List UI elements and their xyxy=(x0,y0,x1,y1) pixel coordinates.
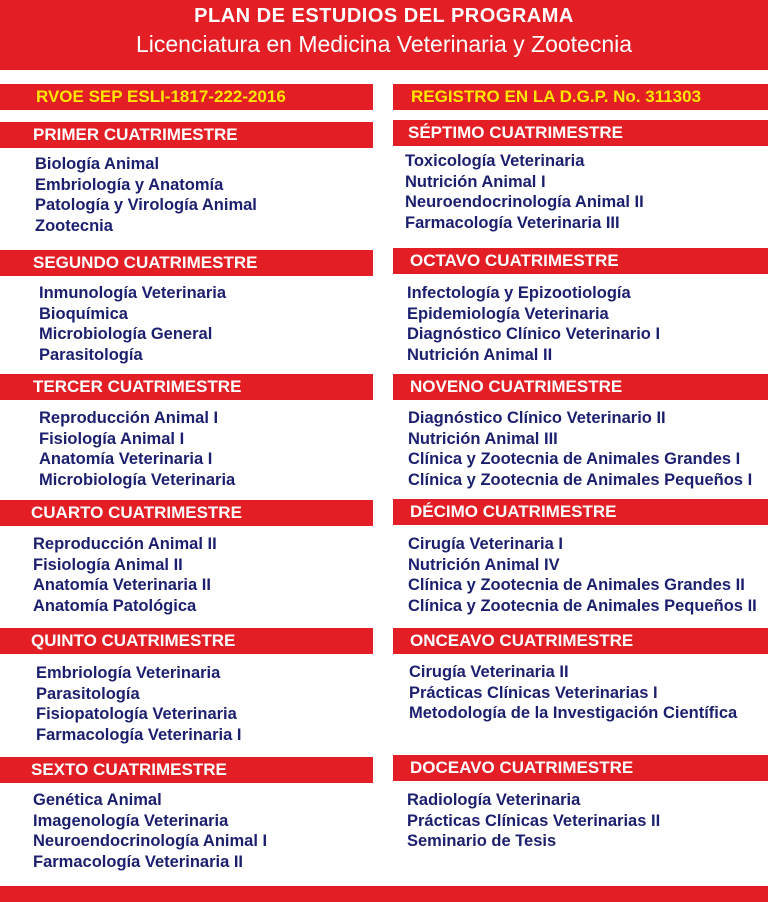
course-list-cuarto xyxy=(33,534,217,617)
page-subtitle: Licenciatura en Medicina Veterinaria y Zootecnia xyxy=(135,31,633,57)
course-item: Cirugía Veterinaria II xyxy=(409,663,569,681)
course-list-doceavo xyxy=(407,790,660,852)
section-header-primer: PRIMER CUATRIMESTRE xyxy=(0,122,373,148)
section-header-noveno: NOVENO CUATRIMESTRE xyxy=(393,374,768,400)
course-item: Nutrición Animal III xyxy=(408,429,558,448)
course-item: Anatomía Veterinaria I xyxy=(39,450,213,469)
course-item: Fisiología Animal I xyxy=(39,429,185,448)
section-header-quinto: QUINTO CUATRIMESTRE xyxy=(0,628,373,654)
course-list-noveno xyxy=(408,408,752,491)
course-item: Nutrición Animal II xyxy=(407,346,553,365)
course-item: Neuroendocrinología Animal II xyxy=(405,193,644,212)
course-item: Farmacología Veterinaria III xyxy=(405,214,620,233)
course-item: Parasitología xyxy=(36,684,140,703)
course-list-tercer xyxy=(39,408,235,491)
course-item: Epidemiología Veterinaria xyxy=(407,304,609,323)
course-item: Clínica y Zootecnia de Animales Pequeños II xyxy=(408,597,757,616)
course-item: Diagnóstico Clínico Veterinario I xyxy=(407,325,661,344)
course-item: Prácticas Clínicas Veterinarias I xyxy=(409,683,658,702)
course-item: Toxicología Veterinaria xyxy=(405,152,585,170)
page-title: PLAN DE ESTUDIOS DEL PROGRAMA xyxy=(194,5,574,27)
course-item: Zootecnia xyxy=(35,217,113,236)
section-header-doceavo: DOCEAVO CUATRIMESTRE xyxy=(393,755,768,781)
course-list-quinto xyxy=(36,663,241,746)
course-item: Biología Animal xyxy=(35,155,160,173)
course-item: Anatomía Veterinaria II xyxy=(33,576,211,595)
section-header-segundo: SEGUNDO CUATRIMESTRE xyxy=(0,250,373,276)
section-header-tercer: TERCER CUATRIMESTRE xyxy=(0,374,373,400)
course-item: Genética Animal xyxy=(33,791,162,809)
course-item: Embriología Veterinaria xyxy=(36,664,221,682)
course-list-onceavo xyxy=(409,662,737,724)
course-item: Prácticas Clínicas Veterinarias II xyxy=(407,811,661,830)
course-item: Bioquímica xyxy=(39,304,128,323)
course-item: Parasitología xyxy=(39,346,143,365)
course-list-primer xyxy=(35,154,257,237)
course-item: Imagenología Veterinaria xyxy=(33,811,229,830)
course-list-decimo xyxy=(408,534,757,617)
course-item: Infectología y Epizootiología xyxy=(407,284,631,302)
footer-bar xyxy=(0,886,768,902)
course-item: Diagnóstico Clínico Veterinario II xyxy=(408,409,666,427)
page-header xyxy=(0,0,768,70)
course-list-segundo xyxy=(39,283,226,366)
course-item: Farmacología Veterinaria I xyxy=(36,726,242,745)
course-item: Embriología y Anatomía xyxy=(35,175,224,194)
course-item: Inmunología Veterinaria xyxy=(39,284,227,302)
section-header-octavo: OCTAVO CUATRIMESTRE xyxy=(393,248,768,274)
dgp-registration-bar: REGISTRO EN LA D.G.P. No. 311303 xyxy=(393,84,768,110)
course-item: Farmacología Veterinaria II xyxy=(33,853,244,872)
course-item: Neuroendocrinología Animal I xyxy=(33,832,268,851)
section-header-onceavo: ONCEAVO CUATRIMESTRE xyxy=(393,628,768,654)
course-item: Radiología Veterinaria xyxy=(407,791,581,809)
course-item: Patología y Virología Animal xyxy=(35,196,257,215)
course-item: Reproducción Animal II xyxy=(33,535,217,553)
course-item: Microbiología General xyxy=(39,325,213,344)
section-header-cuarto: CUARTO CUATRIMESTRE xyxy=(0,500,373,526)
course-list-sexto xyxy=(33,790,267,873)
rvoe-bar: RVOE SEP ESLI-1817-222-2016 xyxy=(0,84,373,110)
course-item: Nutrición Animal I xyxy=(405,172,546,191)
course-item: Fisiopatología Veterinaria xyxy=(36,705,237,724)
course-item: Reproducción Animal I xyxy=(39,409,219,427)
course-item: Clínica y Zootecnia de Animales Pequeños I xyxy=(408,471,753,490)
section-header-septimo: SÉPTIMO CUATRIMESTRE xyxy=(393,120,768,146)
course-item: Fisiología Animal II xyxy=(33,555,183,574)
course-item: Clínica y Zootecnia de Animales Grandes II xyxy=(408,576,745,595)
course-item: Cirugía Veterinaria I xyxy=(408,535,563,553)
section-header-decimo: DÉCIMO CUATRIMESTRE xyxy=(393,499,768,525)
course-item: Microbiología Veterinaria xyxy=(39,471,236,490)
course-item: Clínica y Zootecnia de Animales Grandes I xyxy=(408,450,741,469)
course-item: Metodología de la Investigación Científica xyxy=(409,704,738,723)
section-header-sexto: SEXTO CUATRIMESTRE xyxy=(0,757,373,783)
course-list-septimo xyxy=(405,151,644,234)
course-item: Nutrición Animal IV xyxy=(408,555,560,574)
course-item: Anatomía Patológica xyxy=(33,597,197,616)
course-item: Seminario de Tesis xyxy=(407,832,557,851)
course-list-octavo xyxy=(407,283,660,366)
